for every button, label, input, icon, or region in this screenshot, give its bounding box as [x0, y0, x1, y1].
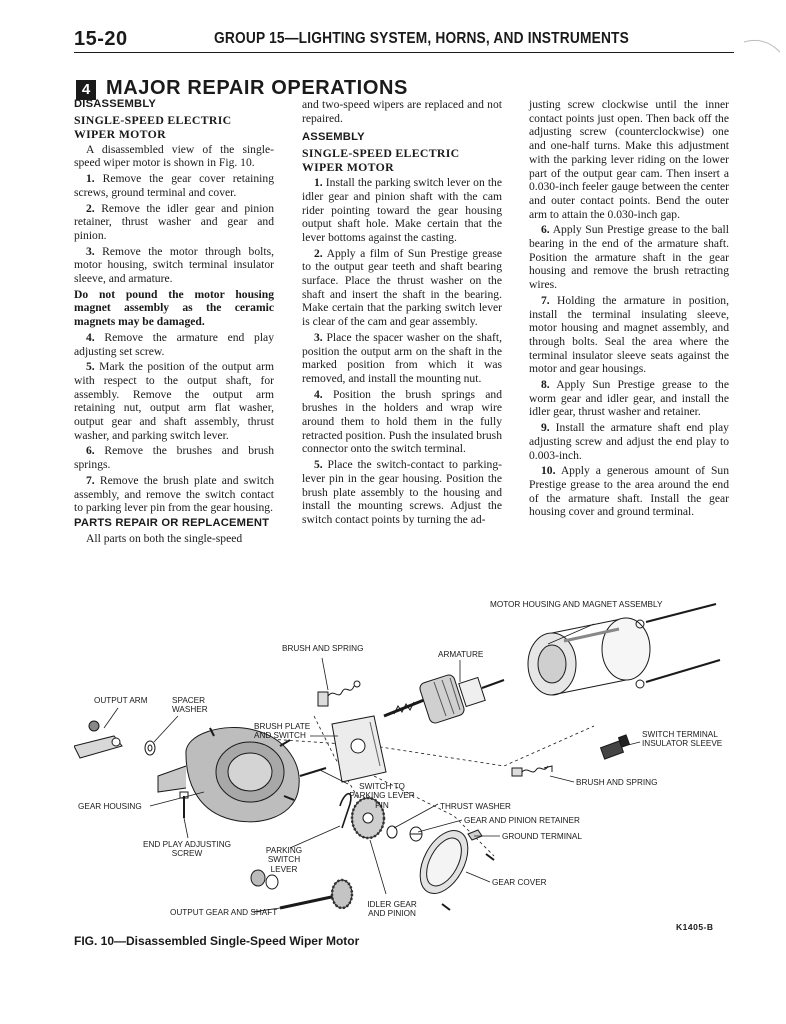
step-text: Mark the position of the output arm with respect to the output shaft, for assembly. Remove the output arm retaining nut, output arm flat washer, output gear and shaft assembly, thrust washer, and parking switch lever.	[74, 360, 274, 442]
label-motor-housing: MOTOR HOUSING AND MAGNET ASSEMBLY	[490, 600, 663, 609]
step-6	[529, 223, 729, 292]
label-ground-terminal: GROUND TERMINAL	[502, 832, 582, 841]
page-number: 15-20	[74, 28, 128, 50]
page-corner-mark	[742, 30, 782, 70]
step-text: Remove the motor through bolts, motor housing, switch terminal insulator sleeve, and armature.	[74, 244, 274, 286]
step-4	[302, 388, 502, 457]
text-column-1	[74, 98, 274, 547]
step-text: Remove the brush plate and switch assembly, and remove the switch contact to parking lever pin from the gear housing.	[74, 473, 274, 515]
label-brush-spring-top: BRUSH AND SPRING	[282, 644, 364, 653]
label-gear-cover: GEAR COVER	[492, 878, 547, 887]
step-number: 1.	[314, 176, 323, 190]
step-text: Apply Sun Prestige grease to the worm gear and idler gear, and install the idler gear, thrust washer and retainer.	[529, 378, 729, 419]
step-number: 6.	[541, 223, 550, 237]
label-output-arm: OUTPUT ARM	[94, 696, 148, 705]
figure-caption: FIG. 10—Disassembled Single-Speed Wiper Motor	[74, 934, 360, 948]
label-brush-plate: BRUSH PLATE AND SWITCH	[254, 722, 311, 741]
label-spacer-washer: SPACER WASHER	[172, 696, 208, 715]
step-number: 7.	[541, 293, 550, 307]
step-7	[74, 474, 274, 515]
step-number: 6.	[86, 444, 95, 458]
armature-part	[384, 673, 504, 724]
label-gear-housing: GEAR HOUSING	[78, 802, 142, 811]
step-text: Place the spacer washer on the shaft, position the output arm on the shaft in the marked position from which it was removed, and install the mounting nut.	[302, 330, 503, 385]
label-switch-parking-pin: SWITCH TO PARKING LEVER PIN	[349, 782, 415, 810]
step-3	[74, 245, 274, 286]
step-text: Apply a generous amount of Sun Prestige grease to the area around the end of the armature shaft. Install the gear housing cover and ground terminal.	[529, 464, 729, 519]
retainer-part	[410, 827, 422, 841]
step-number: 10.	[541, 464, 556, 478]
step-text: Place the switch-contact to parking-lever pin in the gear housing. Position the brush plate assembly to the housing and install the mounting screws. Adjust the switch contact points by turning the ad-	[302, 458, 502, 526]
step-4	[74, 331, 274, 358]
exploded-view-figure	[74, 596, 734, 926]
wiper-motor-illustration	[74, 596, 734, 926]
step-8	[529, 378, 729, 419]
step-text: Apply Sun Prestige grease to the ball bearing in the end of the armature shaft. Position the armature shaft in the gear housing and remove the brush retracting wires.	[529, 223, 729, 292]
brush-spring-right-part	[512, 766, 552, 776]
label-thrust-washer: THRUST WASHER	[440, 802, 511, 811]
label-gear-pinion-retainer: GEAR AND PINION RETAINER	[464, 816, 580, 825]
label-idler-gear-pinion: IDLER GEAR AND PINION	[367, 900, 417, 919]
step-number: 5.	[86, 360, 95, 374]
step-number: 5.	[314, 458, 323, 472]
step-6	[74, 444, 274, 471]
step-number: 2.	[314, 246, 323, 260]
step-2	[302, 247, 502, 329]
end-play-screw-part	[180, 792, 188, 818]
label-brush-spring-right: BRUSH AND SPRING	[576, 778, 658, 787]
step-2	[74, 202, 274, 243]
warning-note: Do not pound the motor housing magnet assembly as the ceramic magnets may be damaged.	[74, 287, 274, 329]
step-text: Remove the brushes and brush springs.	[74, 444, 274, 472]
step-text: Install the armature shaft end play adjusting screw and adjust the end play to 0.003-inch.	[529, 421, 729, 462]
step-9	[529, 421, 729, 462]
gear-housing-part	[158, 727, 299, 821]
header-rule	[74, 52, 734, 53]
step-text: Remove the armature end play adjusting set screw.	[74, 330, 274, 358]
paragraph-continued: and two-speed wipers are replaced and not repaired.	[302, 98, 502, 125]
step-1	[74, 172, 274, 199]
step-5	[74, 360, 274, 442]
heading-single-speed-motor: SINGLE-SPEED ELECTRIC WIPER MOTOR	[74, 112, 232, 141]
step-number: 7.	[86, 473, 95, 487]
label-end-play-screw: END PLAY ADJUSTING SCREW	[143, 840, 231, 859]
heading-disassembly: DISASSEMBLY	[74, 98, 156, 110]
step-number: 3.	[314, 330, 323, 344]
step-number: 1.	[86, 172, 95, 186]
step-text: Apply a film of Sun Prestige grease to the output gear teeth and shaft bearing surface. Place the thrust washer on the shaft and insert the shaft in the bearing. Make certain that the parking switch lever is clear of the cam and gear assembly.	[302, 246, 502, 329]
heading-single-speed-motor: SINGLE-SPEED ELECTRIC WIPER MOTOR	[302, 146, 460, 175]
terminal-sleeve-part	[601, 735, 630, 759]
output-gear-part	[251, 870, 352, 908]
step-10	[529, 464, 729, 519]
step-number: 2.	[86, 201, 95, 215]
step-text: Remove the gear cover retaining screws, ground terminal and cover.	[74, 172, 274, 199]
label-armature: ARMATURE	[438, 650, 484, 659]
label-parking-switch-lever: PARKING SWITCH LEVER	[265, 846, 303, 874]
step-number: 4.	[86, 330, 95, 344]
paragraph-continued: justing screw clockwise until the inner contact points just open. Then back off the adjusting screw (counterclockwise) one and one-half turns. Make this adjustment with the parking lever riding on the lower part of the output gear cam. Then insert a 0.030-inch feeler gauge between the center and outer contact points. Bend the outer arm to attain the 0.030-inch gap.	[529, 98, 729, 221]
step-text: Install the parking switch lever on the idler gear and pinion shaft with the cam rider pointing toward the gear housing output shaft hole. Make certain that the lever bottoms against the casting.	[302, 176, 502, 244]
parking-lever-pin-part	[300, 768, 326, 776]
step-7	[529, 294, 729, 376]
heading-parts-repair: PARTS REPAIR OR REPLACEMENT	[74, 516, 270, 529]
output-arm-part	[74, 721, 122, 758]
step-text: Remove the idler gear and pinion retainer, thrust washer and gear and pinion.	[74, 201, 275, 242]
thrust-washer-part	[387, 826, 397, 838]
step-text: Position the brush springs and brushes in the holders and wrap wire around them to hold them in the fully retracted position. Push the insulated brush connector onto the switch terminal.	[302, 387, 502, 456]
step-text: Holding the armature in position, install the terminal insulating sleeve, motor housing and magnet assembly, and through bolts. Seal the area where the terminal insulator sleeve seats against the motor and gear housings.	[529, 293, 730, 376]
brush-plate-part	[332, 716, 386, 782]
section-number-badge: 4	[76, 80, 96, 100]
label-switch-terminal-sleeve: SWITCH TERMINAL INSULATOR SLEEVE	[642, 730, 723, 749]
text-column-3	[529, 98, 729, 521]
step-5	[302, 458, 502, 527]
step-number: 9.	[541, 421, 550, 435]
text-column-2	[302, 98, 502, 529]
heading-assembly: ASSEMBLY	[302, 131, 365, 144]
group-title: GROUP 15—LIGHTING SYSTEM, HORNS, AND INSTRUMENTS	[214, 30, 629, 47]
paragraph-intro: A disassembled view of the single-speed wiper motor is shown in Fig. 10.	[74, 142, 274, 170]
brush-spring-top-part	[318, 681, 360, 706]
figure-code: K1405-B	[676, 922, 714, 932]
paragraph-parts: All parts on both the single-speed	[86, 531, 243, 545]
step-1	[302, 176, 502, 245]
section-title: MAJOR REPAIR OPERATIONS	[106, 77, 408, 99]
step-number: 3.	[86, 244, 95, 258]
step-3	[302, 331, 502, 386]
step-number: 4.	[314, 387, 323, 401]
motor-housing-part	[528, 618, 650, 695]
label-output-gear-shaft: OUTPUT GEAR AND SHAFT	[170, 908, 278, 917]
step-number: 8.	[541, 378, 550, 392]
spacer-washer-part	[145, 741, 155, 755]
